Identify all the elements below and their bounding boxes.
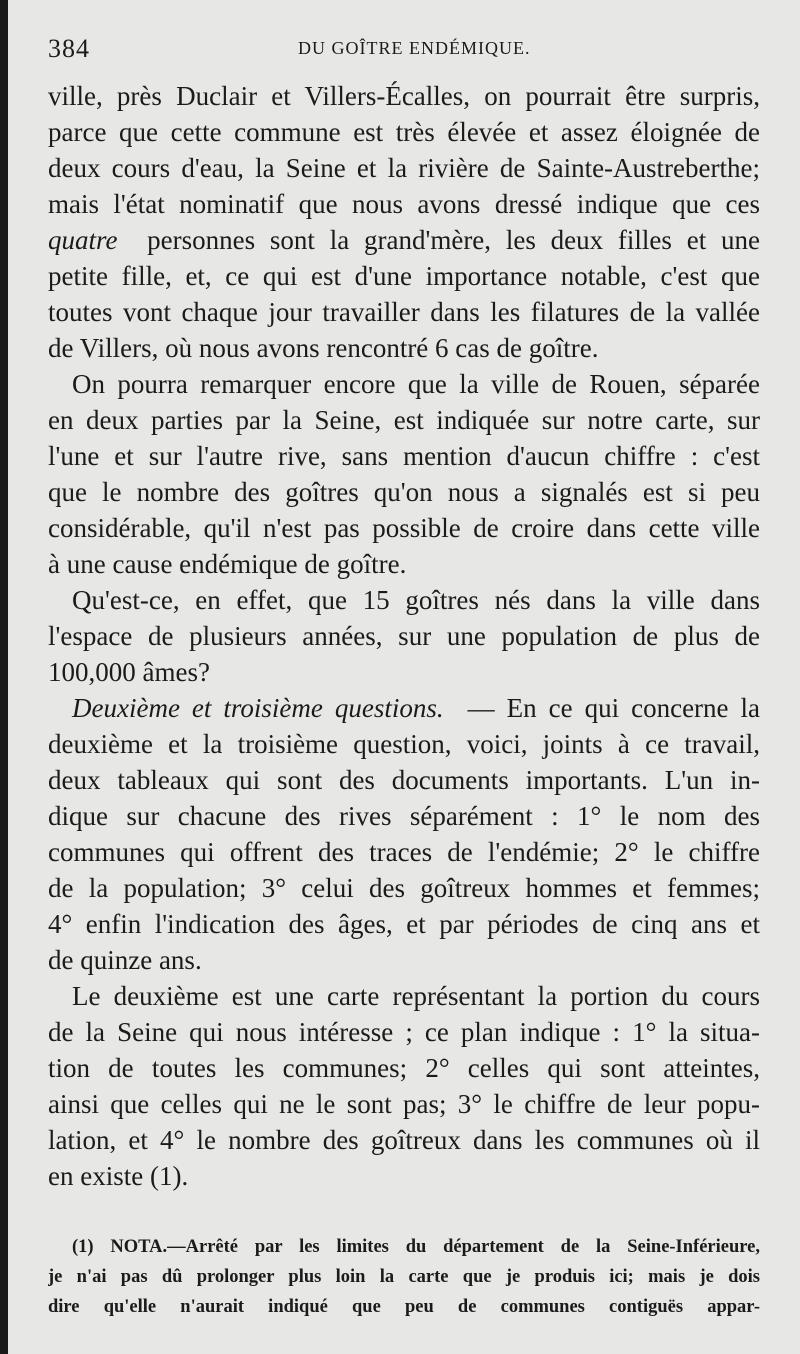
- text-line: tion de toutes les communes; 2° celles qui sont atteintes,: [48, 1053, 760, 1083]
- footnote-line: dire qu'elle n'aurait indiqué que peu de communes contiguës appar-: [48, 1297, 760, 1317]
- book-page: [8, 0, 800, 1354]
- text-line: [48, 690, 760, 726]
- text-line: deux cours d'eau, la Seine et la rivière de Sainte-Austreberthe;: [48, 153, 760, 183]
- text-line: de Villers, où nous avons rencontré 6 cas de goître.: [48, 333, 599, 363]
- page-number: 384: [48, 34, 90, 63]
- text-line-rest: personnes sont la grand'mère, les deux filles et une: [147, 225, 760, 255]
- text-line: 100,000 âmes?: [48, 657, 210, 687]
- footnote: [48, 1232, 760, 1322]
- text-line: à une cause endémique de goître.: [48, 549, 407, 579]
- text-line: toutes vont chaque jour travailler dans les filatures de la vallée: [48, 297, 760, 327]
- text-line: ainsi que celles qui ne le sont pas; 3° le chiffre de leur popu-: [48, 1089, 760, 1119]
- running-head: [48, 34, 760, 64]
- text-line: Qu'est-ce, en effet, que 15 goîtres nés dans la ville dans: [72, 585, 760, 615]
- text-line: deux tableaux qui sont des documents importants. L'un in-: [48, 765, 760, 795]
- text-line: ville, près Duclair et Villers-Écalles, on pourrait être surpris,: [48, 81, 760, 111]
- text-line: petite fille, et, ce qui est d'une importance notable, c'est que: [48, 261, 760, 291]
- text-line: l'une et sur l'autre rive, sans mention d'aucun chiffre : c'est: [48, 441, 760, 471]
- text-line: de quinze ans.: [48, 945, 202, 975]
- text-line: considérable, qu'il n'est pas possible de croire dans cette ville: [48, 513, 760, 543]
- text-line: [48, 222, 760, 258]
- text-line: de la Seine qui nous intéresse ; ce plan indique : 1° la situa-: [48, 1017, 760, 1047]
- section-heading: Deuxième et troisième questions.: [72, 693, 444, 723]
- text-line: parce que cette commune est très élevée et assez éloignée de: [48, 117, 760, 147]
- text-line: mais l'état nominatif que nous avons dressé indique que ces: [48, 189, 760, 219]
- running-title: DU GOÎTRE ENDÉMIQUE.: [298, 38, 531, 58]
- text-line: en existe (1).: [48, 1161, 189, 1191]
- body-text: [48, 78, 760, 1194]
- text-line: de la population; 3° celui des goîtreux hommes et femmes;: [48, 873, 760, 903]
- text-line: communes qui offrent des traces de l'endémie; 2° le chiffre: [48, 837, 760, 867]
- italic-word: quatre: [48, 225, 118, 255]
- text-line: que le nombre des goîtres qu'on nous a signalés est si peu: [48, 477, 760, 507]
- footnote-line: (1) NOTA.—Arrêté par les limites du département de la Seine-Inférieure,: [72, 1237, 760, 1257]
- text-line: 4° enfin l'indication des âges, et par périodes de cinq ans et: [48, 909, 760, 939]
- text-line: On pourra remarquer encore que la ville de Rouen, séparée: [72, 369, 760, 399]
- footnote-line: je n'ai pas dû prolonger plus loin la carte que je produis ici; mais je dois: [48, 1267, 760, 1287]
- text-line: dique sur chacune des rives séparément : 1° le nom des: [48, 801, 760, 831]
- text-line: deuxième et la troisième question, voici, joints à ce travail,: [48, 729, 760, 759]
- text-line: lation, et 4° le nombre des goîtreux dans les communes où il: [48, 1125, 760, 1155]
- text-line: en deux parties par la Seine, est indiquée sur notre carte, sur: [48, 405, 760, 435]
- text-line: Le deuxième est une carte représentant la portion du cours: [72, 981, 760, 1011]
- text-line: l'espace de plusieurs années, sur une population de plus de: [48, 621, 760, 651]
- text-line-rest: — En ce qui concerne la: [467, 693, 760, 723]
